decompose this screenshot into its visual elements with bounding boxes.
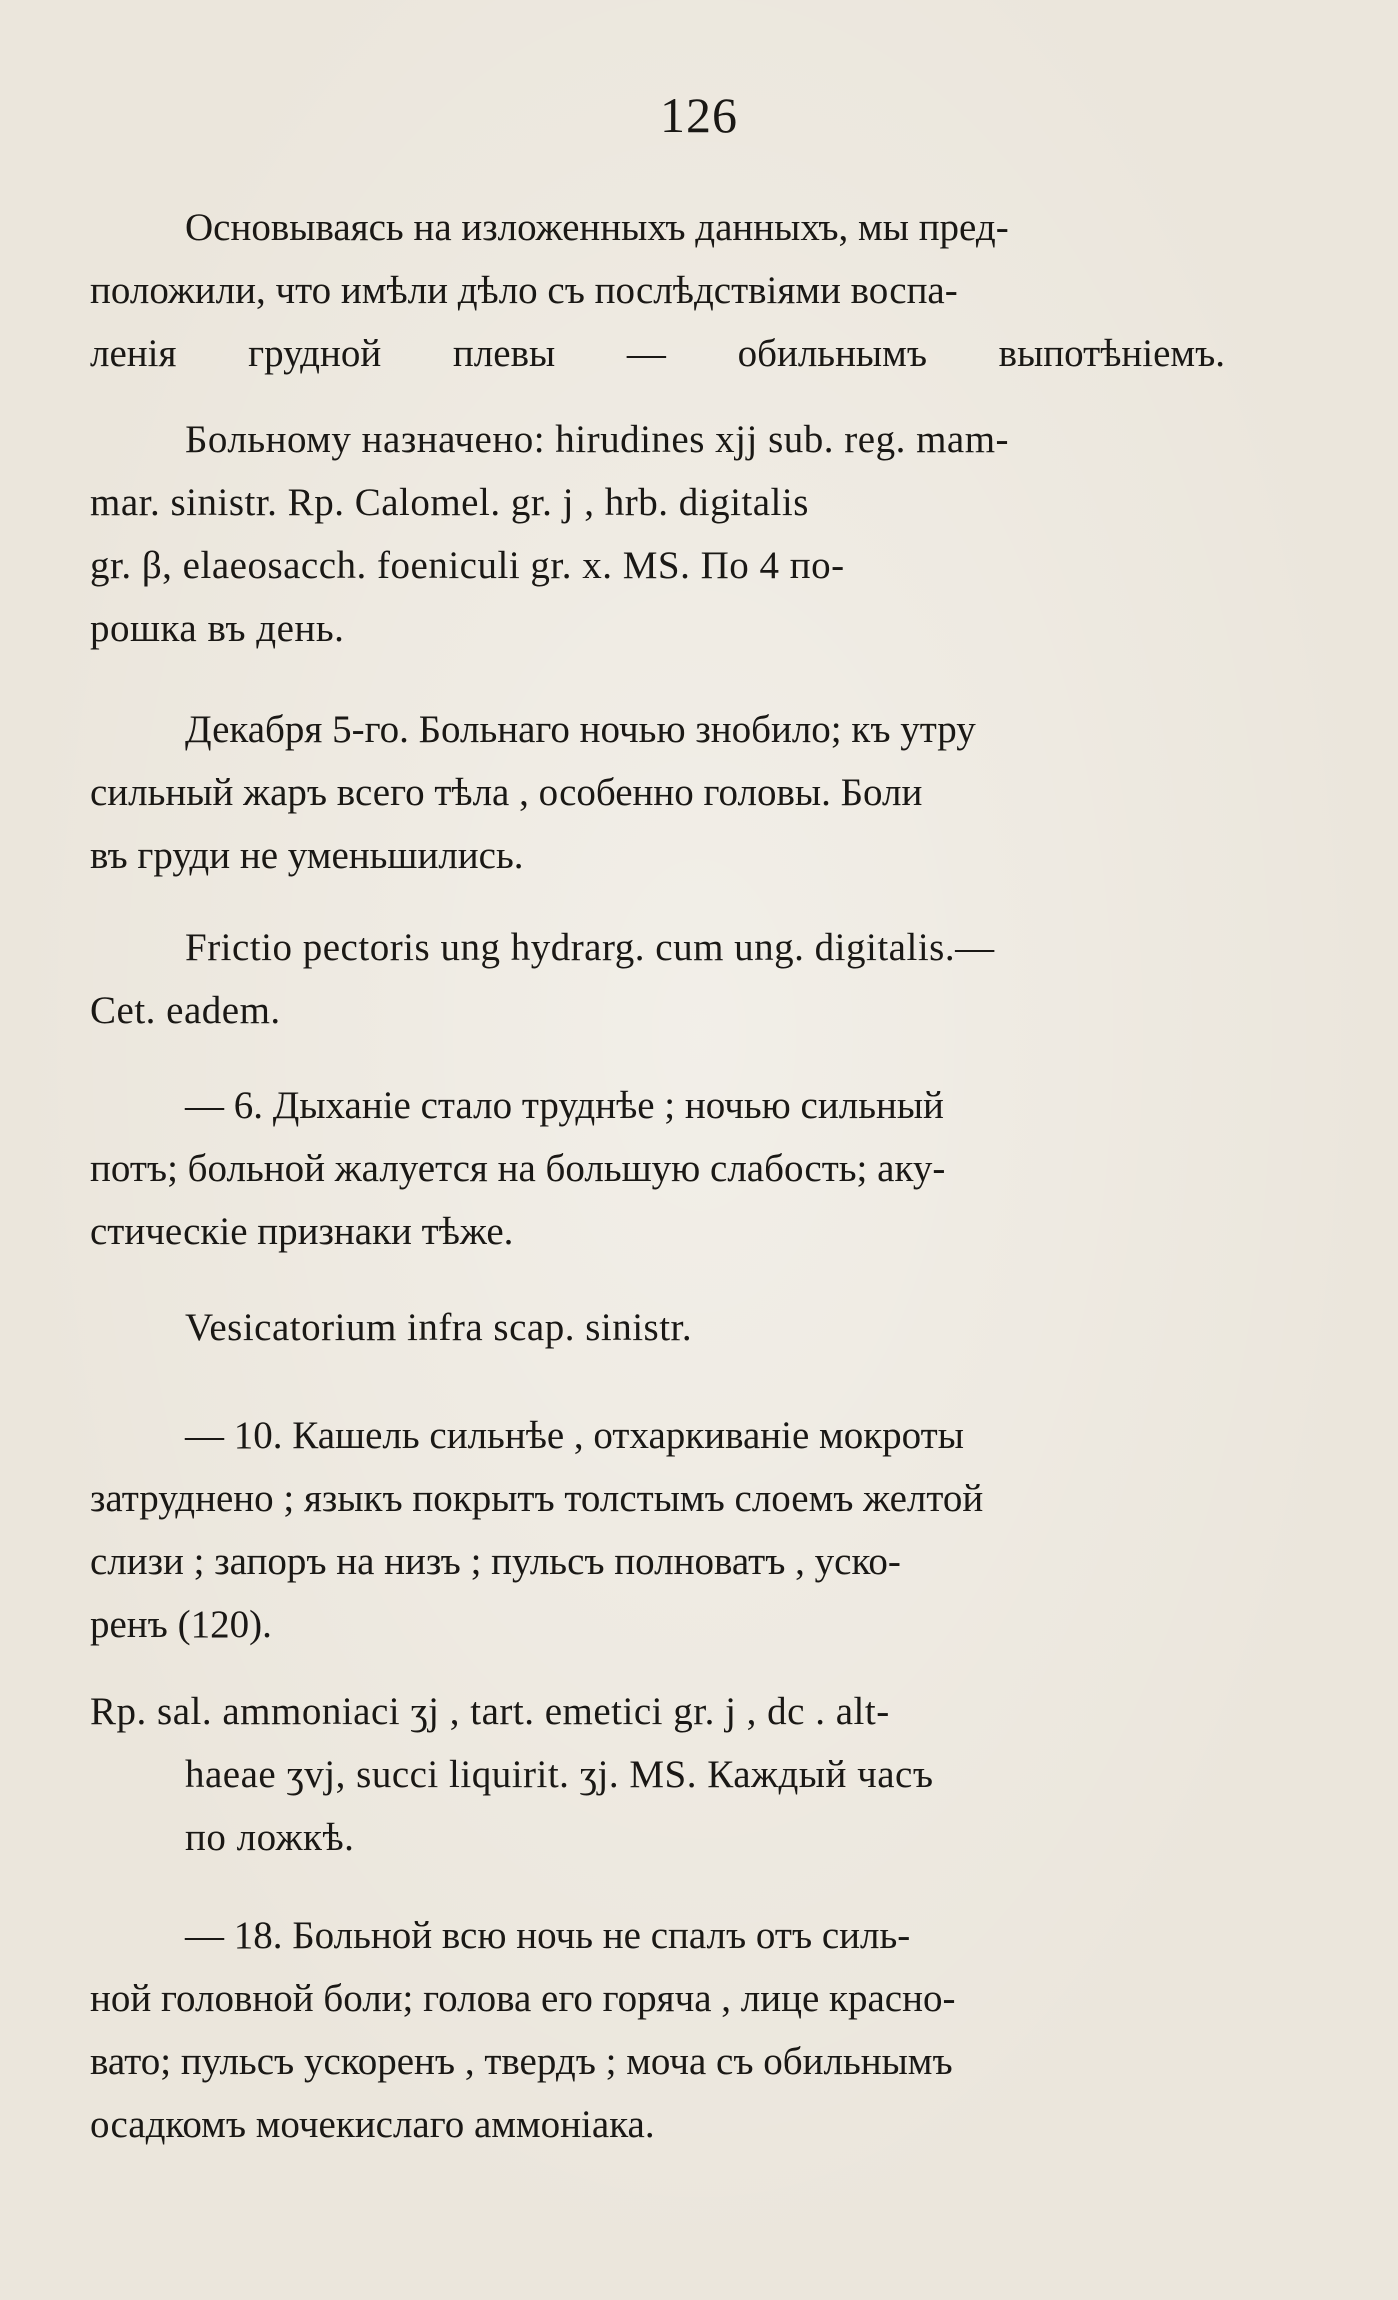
text-line: потъ; больной жалуется на большую слабость; аку-	[90, 1147, 946, 1190]
text-line: по ложкѣ.	[185, 1816, 355, 1859]
text-line: — 6. Дыханіе стало труднѣе ; ночью сильный	[185, 1084, 944, 1127]
text-line: — 18. Больной всю ночь не спалъ отъ силь-	[185, 1914, 911, 1957]
text-line: осадкомъ мочекислаго аммоніака.	[90, 2103, 655, 2146]
paragraph-day-18	[90, 1904, 1225, 2156]
text-line: ной головной боли; голова его горяча , лице красно-	[90, 1977, 956, 2020]
paragraph-day-6	[90, 1074, 1225, 1263]
text-line: вато; пульсъ ускоренъ , твердъ ; моча съ обильнымъ	[90, 2040, 953, 2083]
text-line: Frictio pectoris ung hydrarg. cum ung. digitalis.—	[185, 926, 995, 969]
paragraph-recipe-ammoniaci	[90, 1680, 1225, 1869]
text-line: затруднено ; языкъ покрытъ толстымъ слоемъ желтой	[90, 1477, 984, 1520]
text-line: рошка въ день.	[90, 607, 345, 650]
paragraph-prescription	[90, 408, 1225, 660]
text-line: въ груди не уменьшились.	[90, 834, 524, 877]
text-line: mar. sinistr. Rp. Calomel. gr. j , hrb. digitalis	[90, 481, 809, 524]
paragraph-frictio	[90, 916, 1225, 1042]
paragraph-vesicatorium	[90, 1296, 1225, 1359]
text-line: положили, что имѣли дѣло съ послѣдствіями воспа-	[90, 269, 958, 312]
page-number: 126	[660, 87, 738, 143]
text-line: слизи ; запоръ на низъ ; пульсъ полноватъ , уско-	[90, 1540, 901, 1583]
text-line: сильный жаръ всего тѣла , особенно головы. Боли	[90, 771, 923, 814]
text-line: Rp. sal. ammoniaci ʒj , tart. emetici gr. j , dc . alt-	[90, 1690, 890, 1733]
paragraph-day-10	[90, 1404, 1225, 1656]
paragraph-findings	[90, 196, 1225, 385]
text-line: стическіе признаки тѣже.	[90, 1210, 514, 1253]
text-line: gr. β, elaeosacch. foeniculi gr. x. MS. По 4 по-	[90, 544, 845, 587]
paragraph-december-5	[90, 698, 1225, 887]
text-line: ренъ (120).	[90, 1603, 272, 1646]
text-line: Vesicatorium infra scap. sinistr.	[185, 1306, 693, 1349]
text-line: Декабря 5-го. Больнаго ночью знобило; къ утру	[185, 708, 976, 751]
text-line: Основываясь на изложенныхъ данныхъ, мы пред-	[185, 206, 1009, 249]
text-line: Cet. eadem.	[90, 989, 281, 1032]
text-line: — 10. Кашель сильнѣе , отхаркиваніе мокроты	[185, 1414, 964, 1457]
text-line: ленія грудной плевы — обильнымъ выпотѣніемъ.	[90, 332, 1225, 375]
text-line: haeae ʒvj, succi liquirit. ʒj. MS. Каждый часъ	[185, 1753, 934, 1796]
text-line: Больному назначено: hirudines xjj sub. reg. mam-	[185, 418, 1010, 461]
